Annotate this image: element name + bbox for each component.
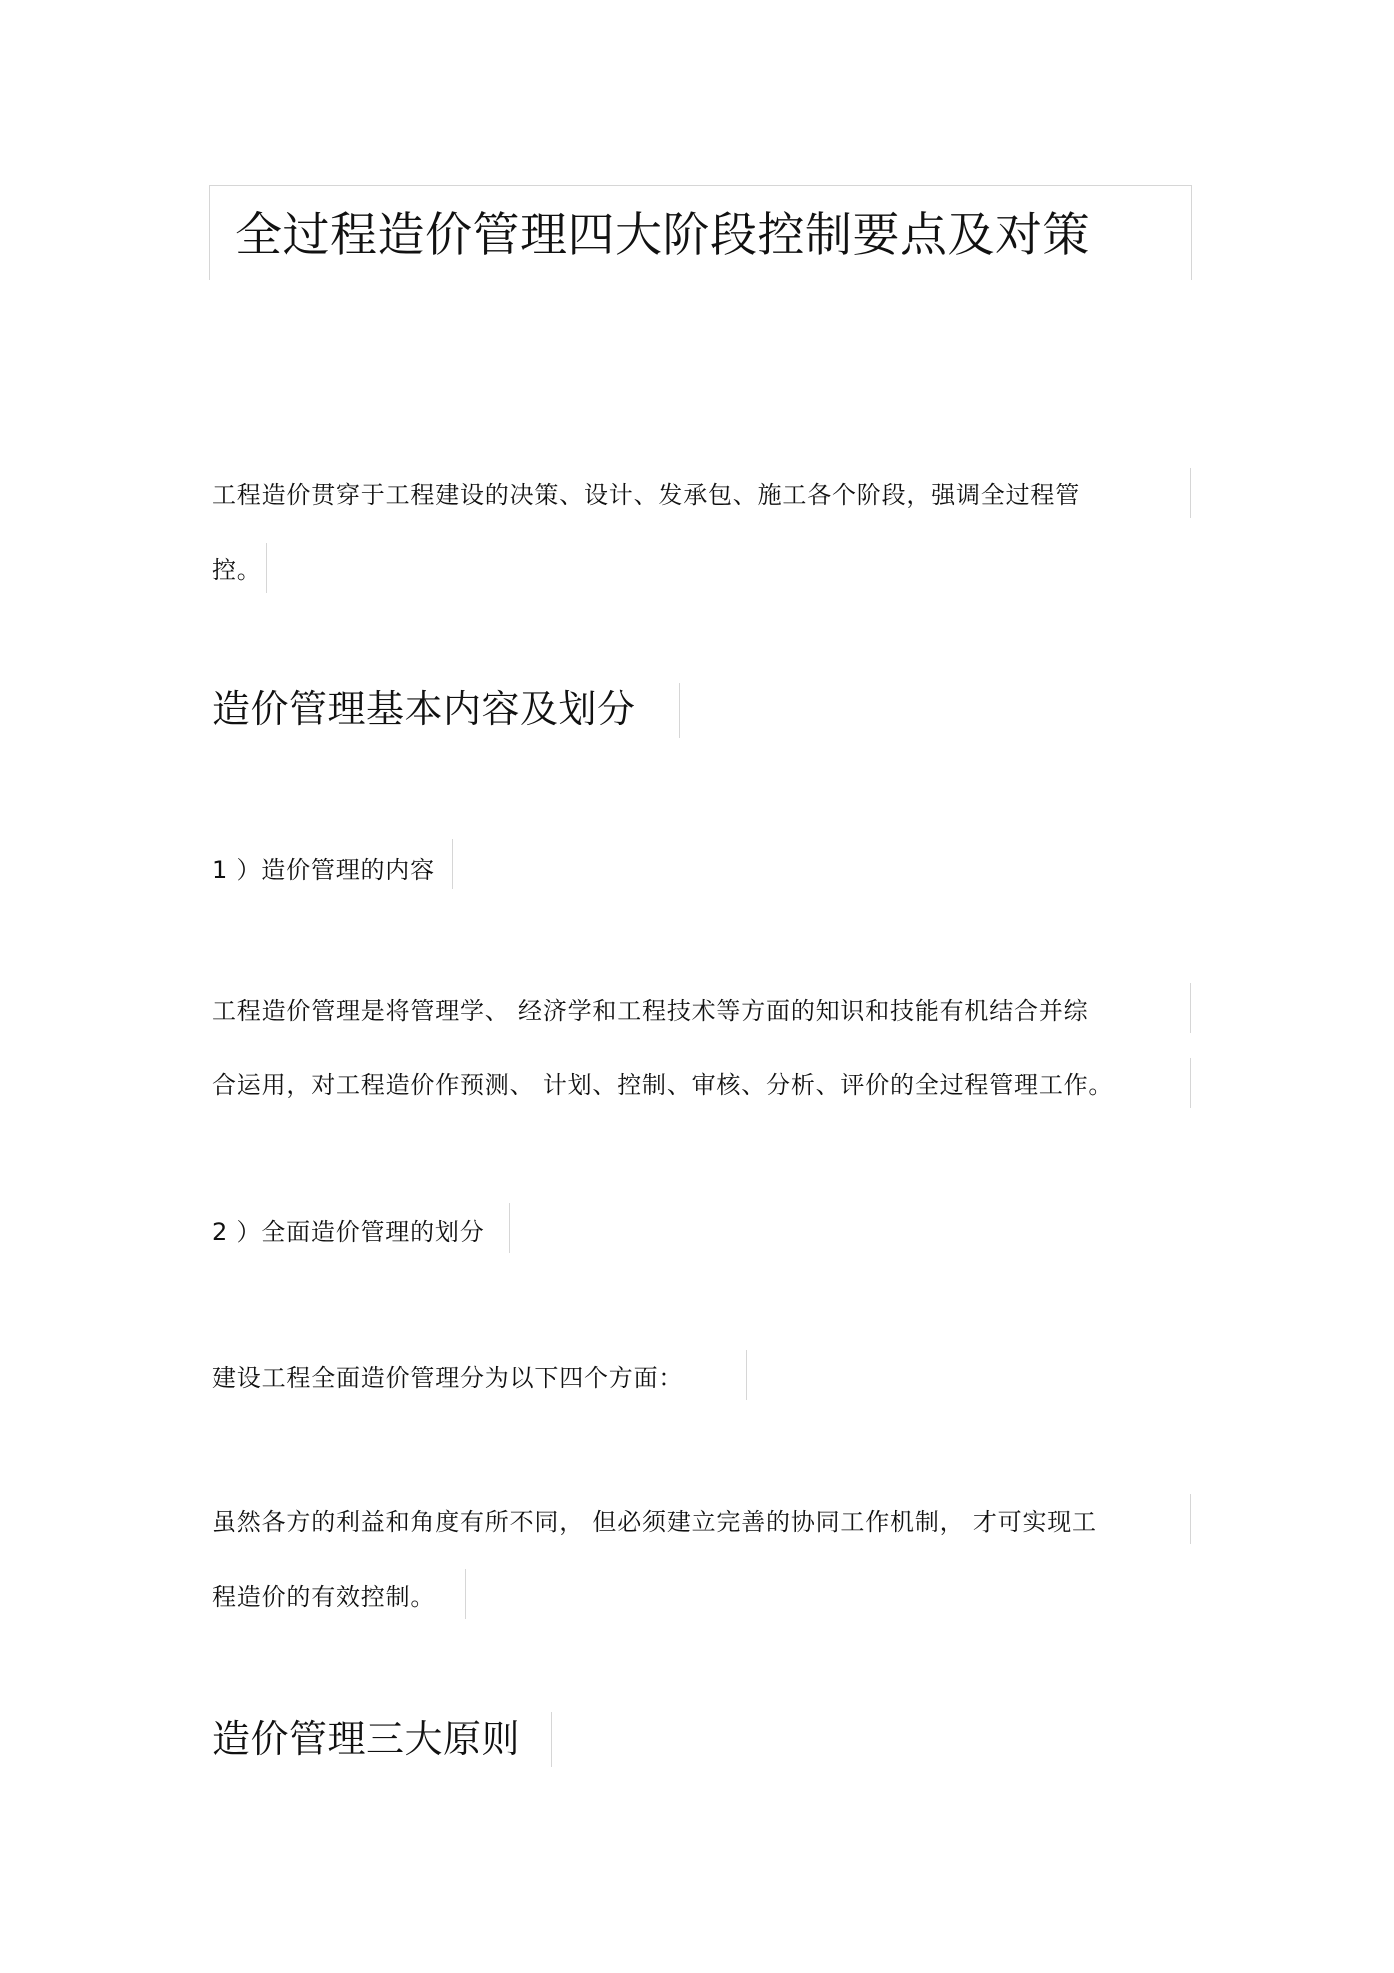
text-frame-edge [465,1569,466,1619]
section-heading-basics: 造价管理基本内容及划分 [212,687,636,731]
division-intro: 建设工程全面造价管理分为以下四个方面： [212,1364,684,1392]
text-frame-edge [1190,983,1191,1033]
text-frame-edge [266,543,267,593]
text-frame-edge [679,683,680,738]
text-frame-edge [452,839,453,889]
intro-line-2: 控。 [212,556,262,584]
text-frame-edge [746,1350,747,1400]
title-box [209,185,1192,280]
document-title: 全过程造价管理四大阶段控制要点及对策 [235,208,1090,263]
coordination-line-2: 程造价的有效控制。 [212,1583,436,1611]
coordination-line-1: 虽然各方的利益和角度有所不同， 但必须建立完善的协同工作机制， 才可实现工 [212,1508,1097,1536]
subheading-division: 2 ）全面造价管理的划分 [212,1218,485,1246]
text-frame-edge [1190,1494,1191,1544]
intro-line-1: 工程造价贯穿于工程建设的决策、设计、发承包、施工各个阶段，强调全过程管 [212,481,1080,509]
definition-line-2: 合运用，对工程造价作预测、 计划、控制、审核、分析、评价的全过程管理工作。 [212,1071,1114,1099]
definition-line-1: 工程造价管理是将管理学、 经济学和工程技术等方面的知识和技能有机结合并综 [212,997,1089,1025]
text-frame-edge [1190,1058,1191,1108]
section-heading-principles: 造价管理三大原则 [212,1717,521,1761]
text-frame-edge [551,1712,552,1767]
text-frame-edge [509,1203,510,1253]
subheading-content: 1 ）造价管理的内容 [212,856,435,884]
text-frame-edge [1190,468,1191,518]
